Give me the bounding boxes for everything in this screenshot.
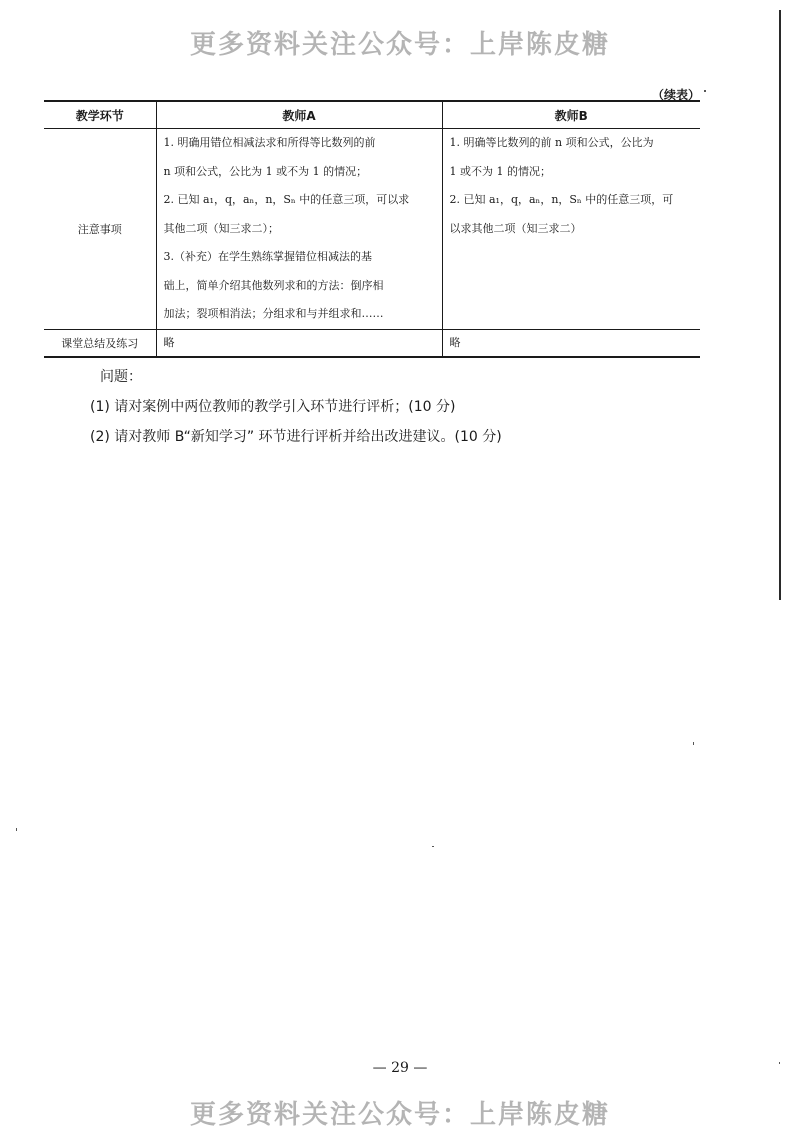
scan-speck (779, 1062, 780, 1064)
teacher-a-notes (156, 129, 442, 330)
watermark-top: 更多资料关注公众号：上岸陈皮糖 (189, 30, 610, 60)
scan-speck (704, 90, 706, 92)
scan-speck (693, 742, 694, 745)
teacher-b-note-line: 1 或不为 1 的情况； (449, 164, 551, 178)
teacher-b-notes (442, 129, 700, 330)
questions-intro: 问题： (100, 369, 142, 385)
table-header-row (44, 101, 700, 129)
header-teacher-a: 教师A (156, 101, 442, 129)
watermark-bottom: 更多资料关注公众号：上岸陈皮糖 (189, 1100, 610, 1130)
continued-table-label: （续表） (651, 88, 700, 102)
teacher-b-summary: 略 (442, 329, 700, 357)
table-row-summary (44, 329, 700, 357)
teacher-a-note-line: 2. 已知 a₁，q，aₙ，n，Sₙ 中的任意三项，可以求 (163, 193, 410, 206)
question-2: (2) 请对教师 B“新知学习” 环节进行评析并给出改进建议。(10 分) (90, 429, 502, 445)
page-number: — 29 — (372, 1060, 428, 1076)
teacher-a-summary: 略 (156, 329, 442, 357)
scan-speck (16, 828, 17, 831)
teacher-a-note-line: n 项和公式，公比为 1 或不为 1 的情况； (163, 164, 368, 178)
teacher-a-note-line: 加法；裂项相消法；分组求和与并组求和…… (163, 307, 384, 320)
header-teaching-stage: 教学环节 (44, 101, 156, 129)
teacher-b-note-line: 以求其他二项（知三求二） (449, 221, 582, 235)
header-teacher-b: 教师B (442, 101, 700, 129)
lesson-comparison-table (44, 100, 700, 358)
row-label-notes: 注意事项 (44, 129, 156, 330)
teacher-a-note-line: 1. 明确用错位相减法求和所得等比数列的前 (163, 136, 376, 149)
table-row-notes (44, 129, 700, 330)
teacher-b-note-line: 1. 明确等比数列的前 n 项和公式，公比为 (449, 136, 654, 149)
teacher-a-note-line: 础上，简单介绍其他数列求和的方法：倒序相 (163, 278, 384, 292)
scan-speck (432, 846, 434, 847)
question-1: (1) 请对案例中两位教师的教学引入环节进行评析；(10 分) (90, 399, 456, 415)
page-edge-line (779, 10, 781, 600)
teacher-a-note-line: 3.（补充）在学生熟练掌握错位相减法的基 (163, 250, 372, 263)
teacher-a-note-line: 其他二项（知三求二）； (163, 221, 279, 235)
teacher-b-note-line: 2. 已知 a₁，q，aₙ，n，Sₙ 中的任意三项，可 (449, 193, 674, 206)
row-label-summary: 课堂总结及练习 (44, 329, 156, 357)
